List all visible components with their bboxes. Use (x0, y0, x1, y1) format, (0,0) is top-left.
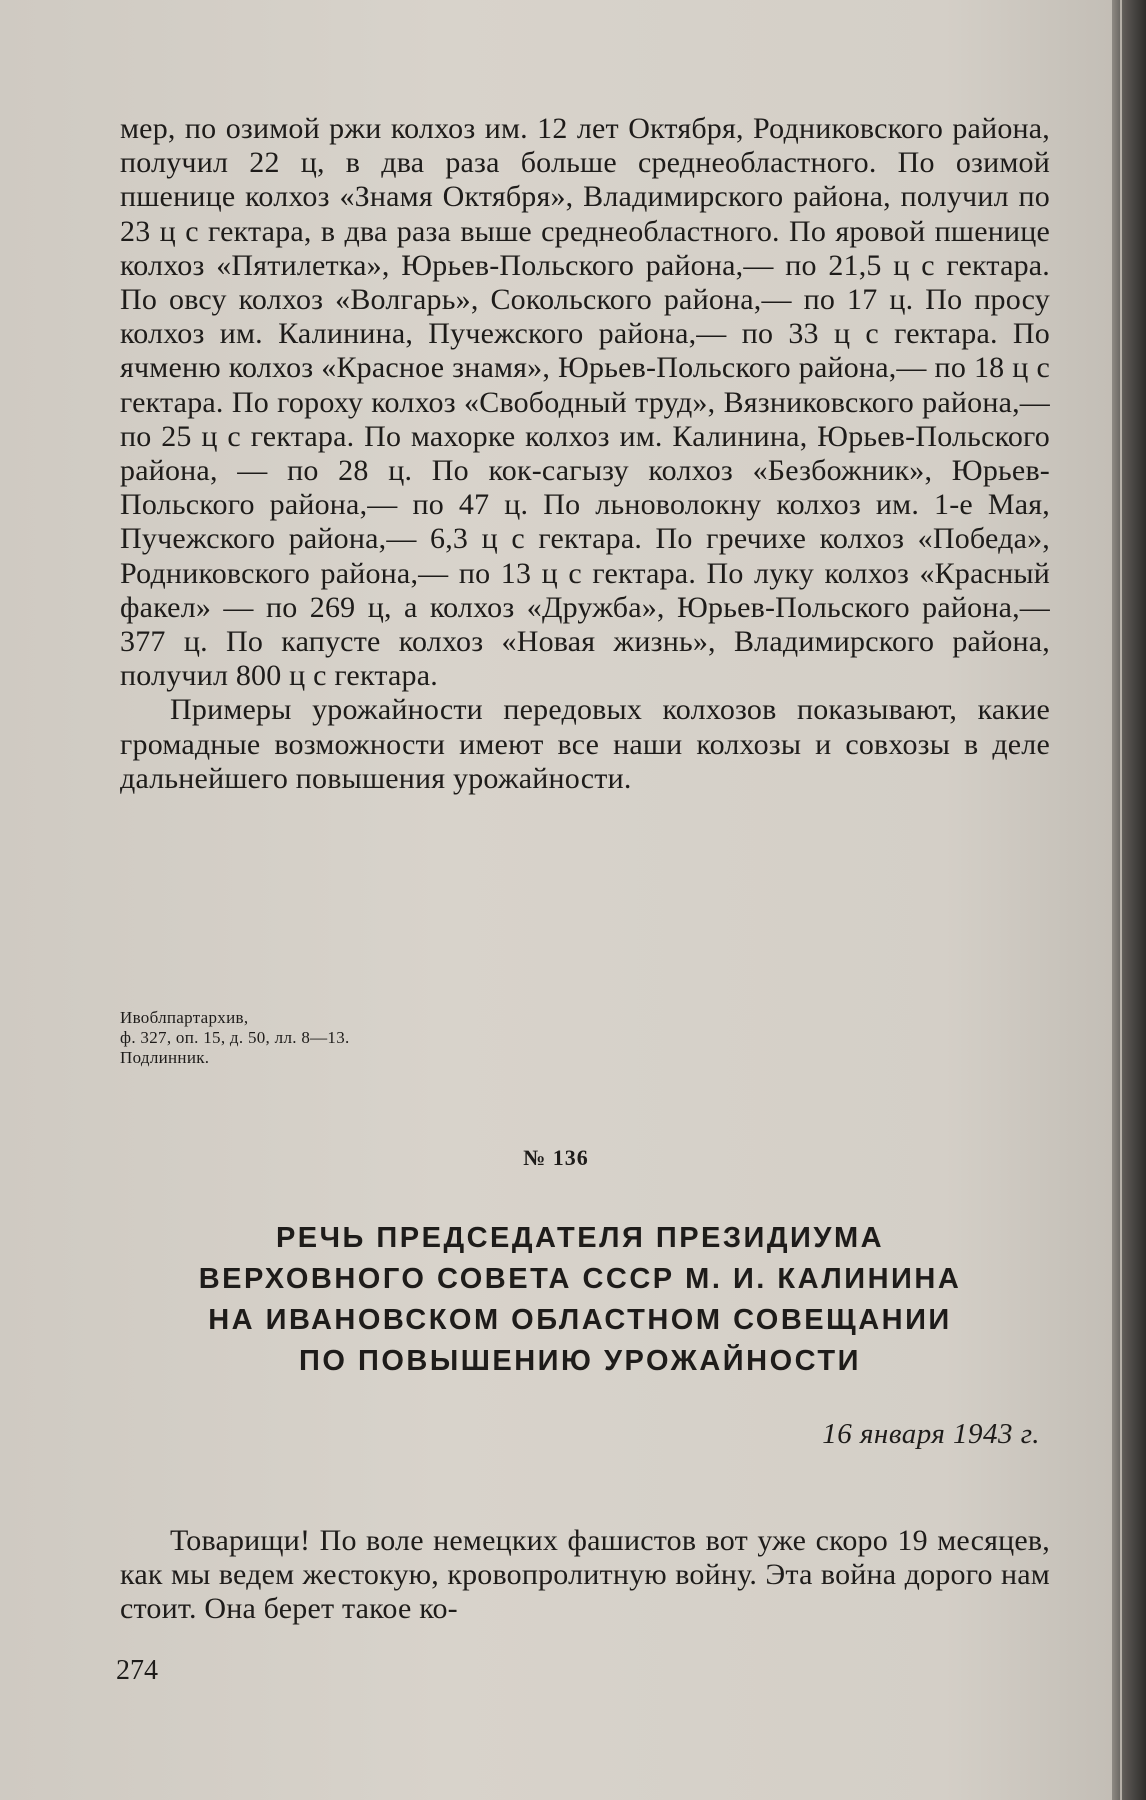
speech-text (120, 1524, 1050, 1627)
archive-name: Ивоблпартархив, (120, 1008, 249, 1027)
archive-reference: ф. 327, оп. 15, д. 50, лл. 8—13. (120, 1028, 350, 1047)
body-text (120, 112, 1050, 796)
page-number: 274 (116, 1655, 158, 1686)
archive-note: Подлинник. (120, 1048, 210, 1067)
document-title-line: РЕЧЬ ПРЕДСЕДАТЕЛЯ ПРЕЗИДИУМА (275, 1222, 885, 1254)
document-date: 16 января 1943 г. (822, 1418, 1040, 1450)
archive-source (120, 1008, 350, 1068)
paragraph-conclusion: Примеры урожайности передовых колхозов показывают, какие громадные возможности имеют все наши колхозы и совхозы в деле дальнейшего повышения урожайности. (120, 693, 1050, 795)
document-title (130, 1218, 1030, 1382)
document-title-line: НА ИВАНОВСКОМ ОБЛАСТНОМ СОВЕЩАНИИ (208, 1304, 952, 1336)
book-spine-edge (1112, 0, 1146, 1800)
document-title-line: ВЕРХОВНОГО СОВЕТА СССР М. И. КАЛИНИНА (198, 1263, 962, 1295)
paragraph-harvest-examples: мер, по озимой ржи колхоз им. 12 лет Октября, Родниковского района, получил 22 ц, в два раза больше среднеобластного. По озимой пшенице колхоз «Знамя Октября», Владимирского района, получил по 23 ц с гектара, в два раза выше среднеобластного. По яровой пшенице колхоз «Пятилетка», Юрьев-Польского района,— по 21,5 ц с гектара. По овсу колхоз «Волгарь», Сокольского района,— по 17 ц. По просу колхоз им. Калинина, Пучежского района,— по 33 ц с гектара. По ячменю колхоз «Красное знамя», Юрьев-Польского района,— по 18 ц с гектара. По гороху колхоз «Свободный труд», Вязниковского района,— по 25 ц с гектара. По махорке колхоз им. Калинина, Юрьев-Польского района, — по 28 ц. По кок-сагызу колхоз «Безбожник», Юрьев-Польского района,— по 47 ц. По льноволокну колхоз им. 1-е Мая, Пучежского района,— 6,3 ц с гектара. По гречихе колхоз «Победа», Родниковского района,— по 13 ц с гектара. По луку колхоз «Красный факел» — по 269 ц, а колхоз «Дружба», Юрьев-Польского района,— 377 ц. По капусте колхоз «Новая жизнь», Владимирского района, получил 800 ц с гектара. (120, 112, 1050, 693)
document-title-line: ПО ПОВЫШЕНИЮ УРОЖАЙНОСТИ (299, 1345, 861, 1377)
document-number: № 136 (523, 1145, 589, 1170)
speech-paragraph: Товарищи! По воле немецких фашистов вот уже скоро 19 месяцев, как мы ведем жестокую, кровопролитную войну. Эта война дорого нам стоит. Она берет такое ко- (120, 1524, 1050, 1626)
